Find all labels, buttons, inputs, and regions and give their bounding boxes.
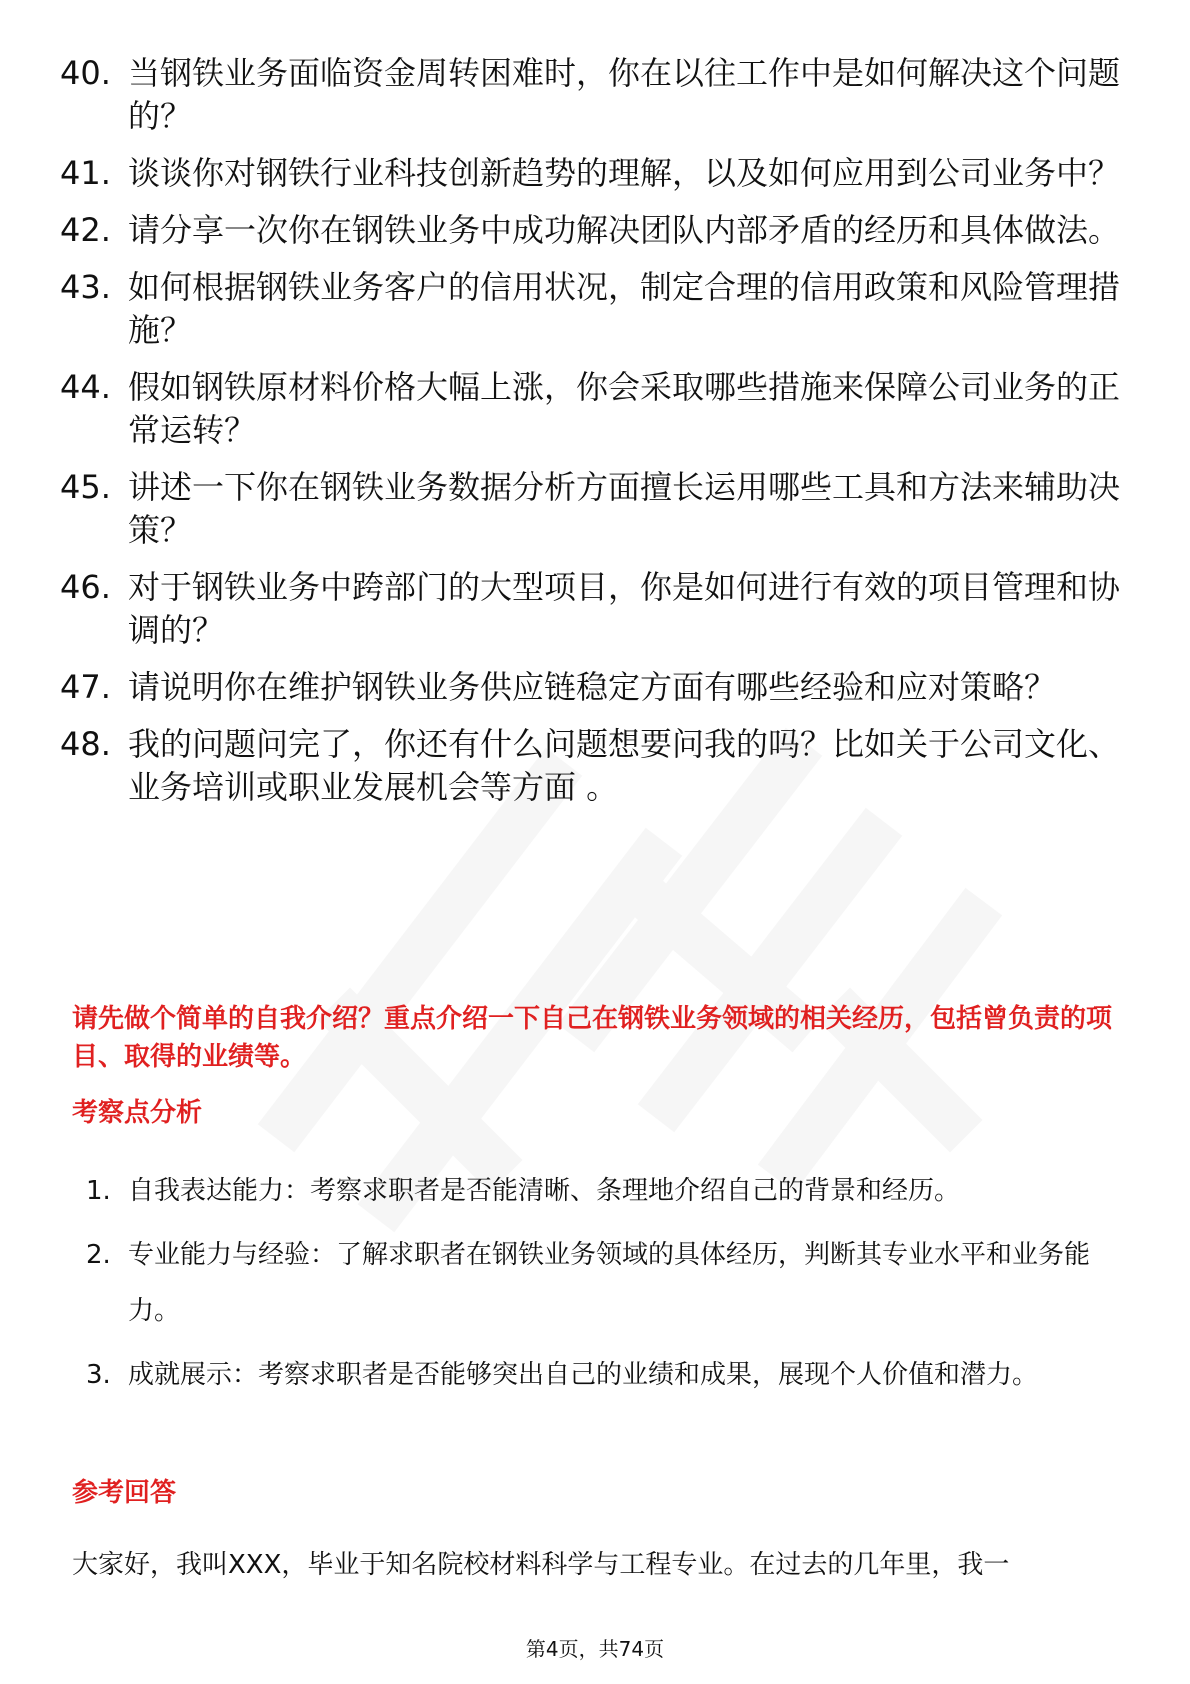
- analysis-item: [86, 1227, 1126, 1339]
- analysis-heading: 考察点分析: [72, 1098, 203, 1128]
- question-item: [60, 152, 1130, 195]
- question-number: 42.: [60, 211, 111, 249]
- question-text: 假如钢铁原材料价格大幅上涨，你会采取哪些措施来保障公司业务的正常运转？: [128, 368, 1121, 449]
- question-number: 46.: [60, 568, 111, 606]
- analysis-number: 3.: [86, 1360, 111, 1390]
- question-item: [60, 566, 1130, 652]
- question-text: 我的问题问完了，你还有什么问题想要问我的吗？比如关于公司文化、业务培训或职业发展机会等方面 。: [128, 725, 1121, 806]
- question-list: [60, 52, 1130, 823]
- analysis-text: 自我表达能力：考察求职者是否能清晰、条理地介绍自己的背景和经历。: [128, 1176, 961, 1206]
- answer-heading: 参考回答: [72, 1478, 177, 1508]
- question-item: [60, 666, 1130, 709]
- analysis-number: 2.: [86, 1240, 111, 1270]
- question-text: 对于钢铁业务中跨部门的大型项目，你是如何进行有效的项目管理和协调的？: [128, 568, 1121, 649]
- question-text: 当钢铁业务面临资金周转困难时，你在以往工作中是如何解决这个问题的？: [128, 54, 1121, 135]
- question-number: 40.: [60, 54, 111, 92]
- analysis-item: [86, 1347, 1126, 1403]
- question-text: 如何根据钢铁业务客户的信用状况，制定合理的信用政策和风险管理措施？: [128, 268, 1121, 349]
- question-item: [60, 366, 1130, 452]
- analysis-list: [86, 1163, 1126, 1411]
- question-item: [60, 52, 1130, 138]
- analysis-text: 专业能力与经验：了解求职者在钢铁业务领域的具体经历，判断其专业水平和业务能力。: [128, 1240, 1091, 1326]
- analysis-number: 1.: [86, 1176, 111, 1206]
- question-item: [60, 266, 1130, 352]
- question-number: 41.: [60, 154, 111, 192]
- analysis-text: 成就展示：考察求职者是否能够突出自己的业绩和成果，展现个人价值和潜力。: [128, 1360, 1039, 1390]
- analysis-item: [86, 1163, 1126, 1219]
- question-item: [60, 209, 1130, 252]
- question-number: 45.: [60, 468, 111, 506]
- question-text: 请说明你在维护钢铁业务供应链稳定方面有哪些经验和应对策略？: [128, 668, 1057, 706]
- featured-question: 请先做个简单的自我介绍？重点介绍一下自己在钢铁业务领域的相关经历，包括曾负责的项目、取得的业绩等。: [72, 1004, 1113, 1072]
- question-number: 48.: [60, 725, 111, 763]
- question-number: 47.: [60, 668, 111, 706]
- question-item: [60, 723, 1130, 809]
- page-footer: 第4页，共74页: [525, 1637, 665, 1661]
- answer-text: 大家好，我叫XXX，毕业于知名院校材料科学与工程专业。在过去的几年里，我一: [72, 1550, 1010, 1580]
- question-text: 谈谈你对钢铁行业科技创新趋势的理解，以及如何应用到公司业务中？: [128, 154, 1121, 192]
- question-text: 讲述一下你在钢铁业务数据分析方面擅长运用哪些工具和方法来辅助决策？: [128, 468, 1121, 549]
- question-item: [60, 466, 1130, 552]
- question-text: 请分享一次你在钢铁业务中成功解决团队内部矛盾的经历和具体做法。: [128, 211, 1121, 249]
- question-number: 43.: [60, 268, 111, 306]
- question-number: 44.: [60, 368, 111, 406]
